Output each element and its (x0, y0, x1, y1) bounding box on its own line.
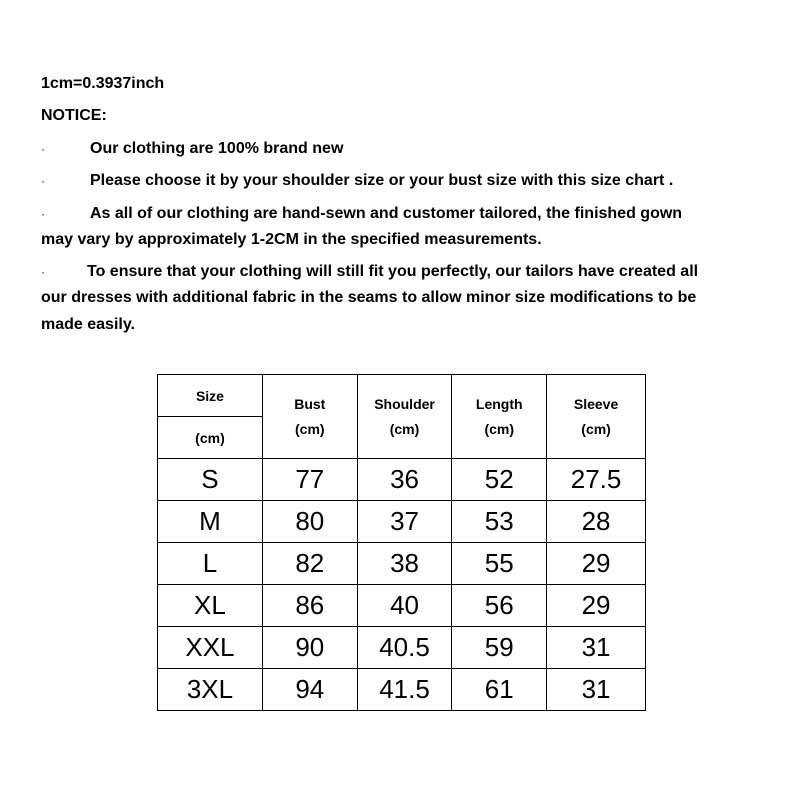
bullet-glyph: · (41, 265, 45, 279)
length-cell: 61 (452, 669, 547, 711)
notice-item-4-line-3: made easily. (41, 316, 135, 333)
bullet-glyph: · (41, 207, 45, 221)
shoulder-cell: 41.5 (357, 669, 452, 711)
column-label: Length (475, 395, 523, 412)
size-header-cell (158, 375, 263, 417)
column-unit: (cm) (484, 420, 515, 437)
sleeve-cell: 28 (547, 501, 646, 543)
table-row (158, 501, 646, 543)
size-chart-table (157, 374, 646, 711)
length-cell: 53 (452, 501, 547, 543)
bust-cell: 94 (262, 669, 357, 711)
notice-item-4-line-1: To ensure that your clothing will still fit you perfectly, our tailors have created all (87, 263, 699, 280)
table-row (158, 627, 646, 669)
column-unit: (cm) (581, 420, 611, 437)
column-label: Bust (294, 395, 326, 412)
sleeve-cell: 29 (547, 543, 646, 585)
notice-item-1: Our clothing are 100% brand new (90, 140, 344, 157)
bullet-glyph: · (41, 142, 45, 156)
shoulder-cell: 40 (357, 585, 452, 627)
bust-cell: 80 (262, 501, 357, 543)
bust-cell: 82 (262, 543, 357, 585)
column-unit: (cm) (389, 420, 420, 437)
shoulder-cell: 38 (357, 543, 452, 585)
bullet-glyph: · (41, 174, 45, 188)
bust-header-cell (262, 375, 357, 459)
length-header-cell (452, 375, 547, 459)
sleeve-cell: 27.5 (547, 459, 646, 501)
size-cell: 3XL (158, 669, 263, 711)
notice-section (0, 0, 800, 340)
sleeve-cell: 31 (547, 627, 646, 669)
column-label: Shoulder (374, 395, 435, 412)
sleeve-cell: 29 (547, 585, 646, 627)
bust-cell: 77 (262, 459, 357, 501)
shoulder-cell: 40.5 (357, 627, 452, 669)
length-cell: 56 (452, 585, 547, 627)
notice-heading: NOTICE: (41, 107, 107, 124)
conversion-note: 1cm=0.3937inch (41, 75, 165, 92)
size-cell: M (158, 501, 263, 543)
bust-cell: 90 (262, 627, 357, 669)
notice-item-3-line-2: may vary by approximately 1-2CM in the specified measurements. (41, 231, 542, 248)
notice-item-2: Please choose it by your shoulder size or your bust size with this size chart . (90, 172, 674, 189)
table-row (158, 543, 646, 585)
size-unit-label: (cm) (195, 429, 225, 446)
size-cell: S (158, 459, 263, 501)
shoulder-cell: 36 (357, 459, 452, 501)
size-unit-cell (158, 417, 263, 459)
column-unit: (cm) (295, 420, 325, 437)
length-cell: 55 (452, 543, 547, 585)
size-header-label: Size (195, 387, 224, 404)
notice-item-4-line-2: our dresses with additional fabric in the seams to allow minor size modifications to be (41, 289, 697, 306)
shoulder-header-cell (357, 375, 452, 459)
sleeve-header-cell (547, 375, 646, 459)
table-header-row (158, 375, 646, 417)
size-cell: L (158, 543, 263, 585)
length-cell: 59 (452, 627, 547, 669)
bust-cell: 86 (262, 585, 357, 627)
size-cell: XXL (158, 627, 263, 669)
table-row (158, 585, 646, 627)
notice-item-3-line-1: As all of our clothing are hand-sewn and customer tailored, the finished gown (90, 205, 683, 222)
column-label: Sleeve (573, 395, 619, 412)
shoulder-cell: 37 (357, 501, 452, 543)
length-cell: 52 (452, 459, 547, 501)
table-row (158, 459, 646, 501)
size-cell: XL (158, 585, 263, 627)
table-row (158, 669, 646, 711)
sleeve-cell: 31 (547, 669, 646, 711)
